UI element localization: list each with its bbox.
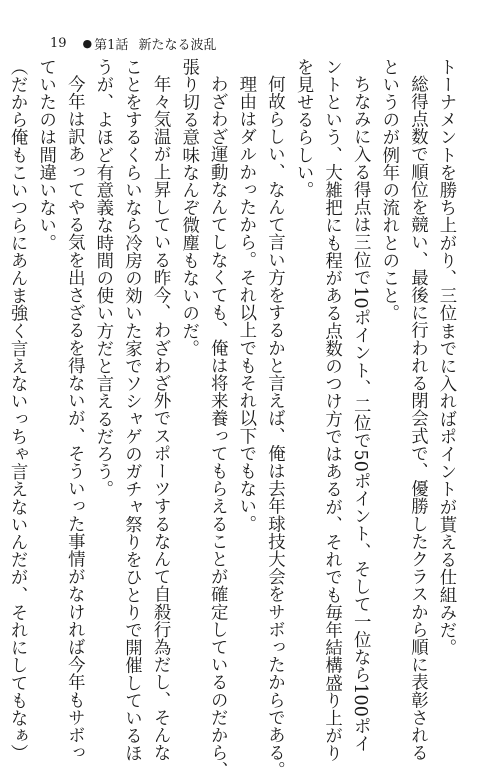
text-line: ことをするくらいなら冷房の効いた家でソシャゲのガチャ祭りをひとりで開催しているほ	[121, 58, 142, 762]
text-line: わざわざ運動なんてしなくても、俺は将来養ってもらえることが確定しているのだから、	[207, 75, 228, 779]
text-line: 何故らしい、なんて言い方をするかと言えば、俺は去年球技大会をサボったからである。	[264, 75, 285, 779]
text-line: 年々気温が上昇している昨今、わざわざ外でスポーツするなんて自殺行為だし、そんな	[150, 75, 171, 762]
page-header	[50, 34, 216, 53]
vertical-body-text	[7, 58, 460, 779]
chapter-title: 新たなる波乱	[138, 38, 217, 53]
chapter-bullet-icon: ●	[82, 37, 93, 50]
text-line: というのが例年の流れとのこと。	[378, 58, 399, 322]
text-line: トーナメントを勝ち上がり、三位までに入ればポイントが貰える仕組みだ。	[436, 58, 456, 657]
text-line: ントという、大雑把にも程がある点数のつけ方ではあるが、それでも毎年結構盛り上がり	[321, 58, 342, 762]
text-line: 今年は訳あってやる気を出さざるを得ないが、そういった事情がなければ今年もサボっ	[64, 75, 85, 762]
page-number: 19	[50, 36, 67, 51]
text-line: を見せるらしい。	[293, 58, 314, 199]
text-line: 張り切る意味なんぞ微塵もないのだ。	[178, 58, 199, 358]
text-line: ちなみに入る得点は三位で10ポイント、二位で50ポイント、そして一位なら100ポイ	[350, 75, 371, 753]
chapter-label: 第1話	[94, 38, 129, 53]
text-line: ていたのは間違いない。	[35, 58, 56, 252]
text-line: うが、よほど有意義な時間の使い方だと言えるだろう。	[92, 58, 113, 498]
text-line: 総得点数で順位を競い、最後に行われる閉会式で、優勝したクラスから順に表彰される	[407, 75, 428, 762]
text-line	[0, 58, 3, 658]
text-line: （だから俺もこいつらにあんま強く言えないっちゃ言えないんだが、それにしてもなぁ）	[7, 58, 28, 762]
text-line: 理由はダルかったから。それ以上でもそれ以下でもない。	[235, 75, 256, 533]
